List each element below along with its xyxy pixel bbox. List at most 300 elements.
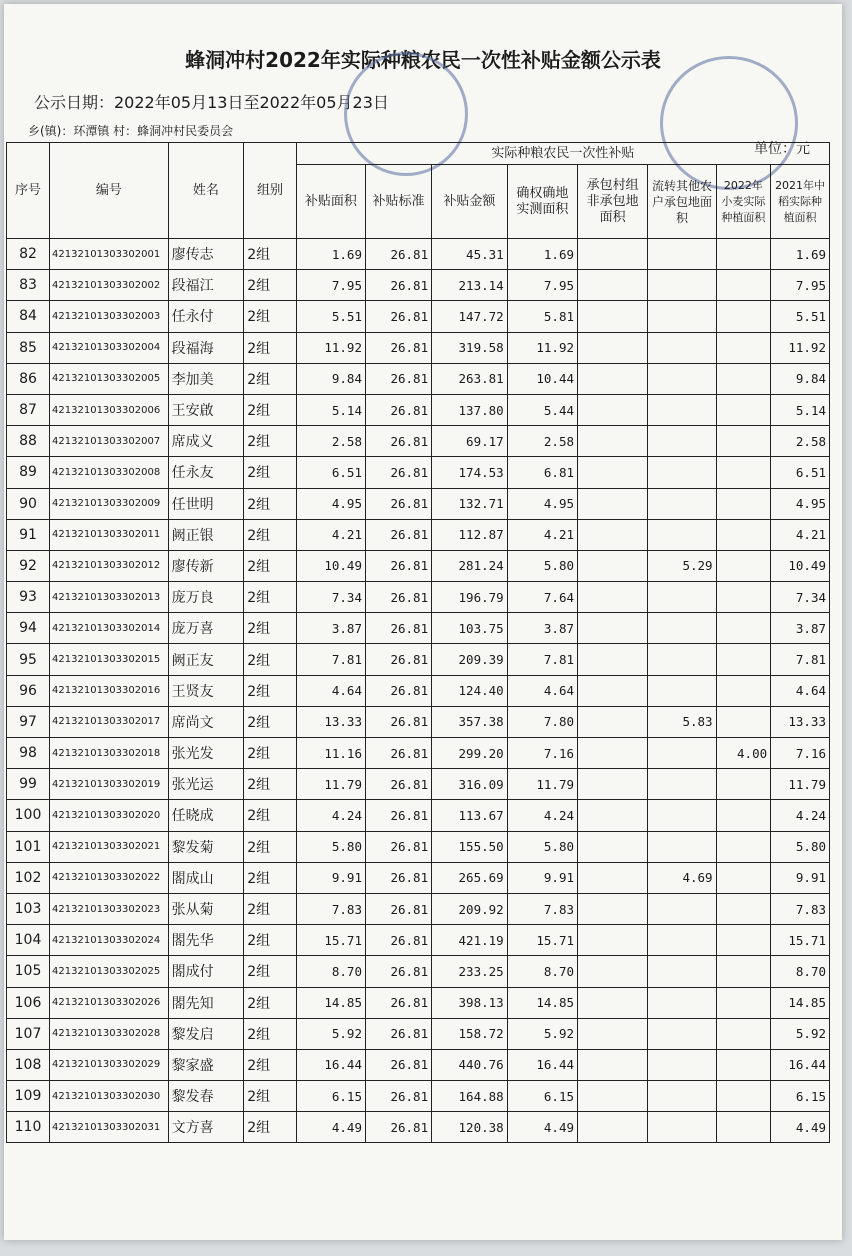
header-name: 姓名 <box>168 143 244 239</box>
cell-confirmed-area: 5.81 <box>507 301 577 332</box>
cell-rice-2021: 7.95 <box>771 270 830 301</box>
cell-seq: 109 <box>7 1081 50 1112</box>
cell-seq: 90 <box>7 488 50 519</box>
cell-code: 42132101303302020 <box>50 800 169 831</box>
cell-subsidy-area: 11.16 <box>296 738 365 769</box>
cell-name: 黎发春 <box>168 1081 244 1112</box>
cell-rice-2021: 7.16 <box>771 738 830 769</box>
cell-rice-2021: 7.34 <box>771 582 830 613</box>
cell-wheat-2022 <box>716 332 771 363</box>
cell-seq: 95 <box>7 644 50 675</box>
cell-rice-2021: 7.81 <box>771 644 830 675</box>
cell-contract-land <box>578 644 648 675</box>
cell-rice-2021: 9.84 <box>771 363 830 394</box>
header-subsidy-amount: 补贴金额 <box>432 165 508 239</box>
cell-subsidy-standard: 26.81 <box>365 394 431 425</box>
cell-group: 2组 <box>244 457 296 488</box>
cell-subsidy-area: 6.51 <box>296 457 365 488</box>
cell-contract-land <box>578 457 648 488</box>
cell-subsidy-area: 15.71 <box>296 925 365 956</box>
cell-wheat-2022 <box>716 488 771 519</box>
cell-contract-land <box>578 1081 648 1112</box>
cell-group: 2组 <box>244 332 296 363</box>
cell-confirmed-area: 9.91 <box>507 862 577 893</box>
cell-name: 任晓成 <box>168 800 244 831</box>
cell-rice-2021: 4.95 <box>771 488 830 519</box>
table-row <box>7 738 830 769</box>
cell-contract-land <box>578 488 648 519</box>
cell-group: 2组 <box>244 925 296 956</box>
cell-name: 席尚文 <box>168 706 244 737</box>
table-row <box>7 644 830 675</box>
cell-confirmed-area: 8.70 <box>507 956 577 987</box>
table-row <box>7 1018 830 1049</box>
cell-code: 42132101303302006 <box>50 394 169 425</box>
cell-wheat-2022 <box>716 582 771 613</box>
cell-contract-land <box>578 706 648 737</box>
cell-confirmed-area: 10.44 <box>507 363 577 394</box>
cell-name: 閤先知 <box>168 987 244 1018</box>
cell-subsidy-amount: 265.69 <box>432 862 508 893</box>
cell-code: 42132101303302028 <box>50 1018 169 1049</box>
cell-contract-land <box>578 862 648 893</box>
cell-subsidy-standard: 26.81 <box>365 301 431 332</box>
cell-subsidy-amount: 421.19 <box>432 925 508 956</box>
cell-confirmed-area: 4.64 <box>507 675 577 706</box>
cell-rice-2021: 16.44 <box>771 1049 830 1080</box>
cell-group: 2组 <box>244 862 296 893</box>
cell-seq: 97 <box>7 706 50 737</box>
cell-code: 42132101303302019 <box>50 769 169 800</box>
cell-wheat-2022 <box>716 363 771 394</box>
table-row <box>7 363 830 394</box>
cell-subsidy-standard: 26.81 <box>365 239 431 270</box>
cell-subsidy-standard: 26.81 <box>365 582 431 613</box>
cell-confirmed-area: 1.69 <box>507 239 577 270</box>
cell-transfer-land <box>648 1081 716 1112</box>
cell-subsidy-standard: 26.81 <box>365 1112 431 1143</box>
cell-wheat-2022 <box>716 301 771 332</box>
cell-code: 42132101303302001 <box>50 239 169 270</box>
cell-confirmed-area: 5.80 <box>507 550 577 581</box>
cell-wheat-2022 <box>716 675 771 706</box>
cell-wheat-2022 <box>716 862 771 893</box>
cell-wheat-2022 <box>716 987 771 1018</box>
cell-subsidy-amount: 45.31 <box>432 239 508 270</box>
cell-group: 2组 <box>244 800 296 831</box>
cell-contract-land <box>578 893 648 924</box>
cell-subsidy-standard: 26.81 <box>365 488 431 519</box>
cell-code: 42132101303302030 <box>50 1081 169 1112</box>
cell-subsidy-amount: 196.79 <box>432 582 508 613</box>
cell-seq: 99 <box>7 769 50 800</box>
header-rice-2021: 2021年中稻实际种植面积 <box>771 165 830 239</box>
cell-rice-2021: 5.80 <box>771 831 830 862</box>
cell-subsidy-standard: 26.81 <box>365 332 431 363</box>
cell-subsidy-amount: 158.72 <box>432 1018 508 1049</box>
cell-subsidy-area: 7.81 <box>296 644 365 675</box>
cell-subsidy-amount: 209.39 <box>432 644 508 675</box>
cell-transfer-land <box>648 675 716 706</box>
cell-seq: 101 <box>7 831 50 862</box>
cell-group: 2组 <box>244 519 296 550</box>
cell-name: 任世明 <box>168 488 244 519</box>
table-row <box>7 426 830 457</box>
cell-subsidy-amount: 103.75 <box>432 613 508 644</box>
cell-transfer-land <box>648 394 716 425</box>
cell-contract-land <box>578 1018 648 1049</box>
cell-name: 段福海 <box>168 332 244 363</box>
cell-code: 42132101303302012 <box>50 550 169 581</box>
cell-wheat-2022 <box>716 706 771 737</box>
header-group: 组别 <box>244 143 296 239</box>
cell-group: 2组 <box>244 1018 296 1049</box>
cell-wheat-2022 <box>716 457 771 488</box>
cell-rice-2021: 6.51 <box>771 457 830 488</box>
cell-transfer-land <box>648 301 716 332</box>
cell-subsidy-amount: 112.87 <box>432 519 508 550</box>
table-row <box>7 956 830 987</box>
cell-wheat-2022 <box>716 925 771 956</box>
cell-name: 閤先华 <box>168 925 244 956</box>
cell-rice-2021: 14.85 <box>771 987 830 1018</box>
cell-seq: 93 <box>7 582 50 613</box>
cell-group: 2组 <box>244 550 296 581</box>
cell-confirmed-area: 4.21 <box>507 519 577 550</box>
cell-seq: 103 <box>7 893 50 924</box>
cell-confirmed-area: 7.83 <box>507 893 577 924</box>
cell-name: 黎家盛 <box>168 1049 244 1080</box>
cell-rice-2021: 4.21 <box>771 519 830 550</box>
cell-transfer-land <box>648 613 716 644</box>
cell-contract-land <box>578 769 648 800</box>
cell-group: 2组 <box>244 831 296 862</box>
cell-group: 2组 <box>244 738 296 769</box>
cell-subsidy-area: 14.85 <box>296 987 365 1018</box>
cell-code: 42132101303302007 <box>50 426 169 457</box>
header-contract-land: 承包村组非承包地面积 <box>578 165 648 239</box>
cell-subsidy-standard: 26.81 <box>365 800 431 831</box>
cell-transfer-land <box>648 332 716 363</box>
table-row <box>7 893 830 924</box>
cell-code: 42132101303302002 <box>50 270 169 301</box>
cell-wheat-2022 <box>716 550 771 581</box>
cell-name: 廖传新 <box>168 550 244 581</box>
cell-rice-2021: 9.91 <box>771 862 830 893</box>
table-row <box>7 488 830 519</box>
cell-subsidy-area: 3.87 <box>296 613 365 644</box>
cell-name: 任永付 <box>168 301 244 332</box>
cell-subsidy-amount: 319.58 <box>432 332 508 363</box>
header-confirmed-area: 确权确地实测面积 <box>507 165 577 239</box>
table-row <box>7 301 830 332</box>
cell-transfer-land <box>648 363 716 394</box>
cell-group: 2组 <box>244 301 296 332</box>
cell-subsidy-amount: 174.53 <box>432 457 508 488</box>
table-body <box>7 239 830 1143</box>
cell-seq: 96 <box>7 675 50 706</box>
table-row <box>7 613 830 644</box>
cell-subsidy-area: 7.83 <box>296 893 365 924</box>
cell-subsidy-area: 11.92 <box>296 332 365 363</box>
township-info: 乡(镇)：环潭镇 村：蜂洞冲村民委员会 <box>28 124 234 138</box>
cell-confirmed-area: 3.87 <box>507 613 577 644</box>
cell-confirmed-area: 15.71 <box>507 925 577 956</box>
cell-name: 阙正银 <box>168 519 244 550</box>
cell-subsidy-standard: 26.81 <box>365 1049 431 1080</box>
cell-confirmed-area: 6.81 <box>507 457 577 488</box>
cell-transfer-land <box>648 426 716 457</box>
cell-contract-land <box>578 270 648 301</box>
cell-subsidy-area: 4.21 <box>296 519 365 550</box>
cell-subsidy-standard: 26.81 <box>365 925 431 956</box>
cell-name: 庞万良 <box>168 582 244 613</box>
cell-seq: 84 <box>7 301 50 332</box>
cell-confirmed-area: 4.49 <box>507 1112 577 1143</box>
cell-group: 2组 <box>244 239 296 270</box>
cell-group: 2组 <box>244 893 296 924</box>
cell-rice-2021: 6.15 <box>771 1081 830 1112</box>
cell-rice-2021: 4.24 <box>771 800 830 831</box>
cell-seq: 110 <box>7 1112 50 1143</box>
cell-subsidy-amount: 120.38 <box>432 1112 508 1143</box>
cell-subsidy-area: 8.70 <box>296 956 365 987</box>
cell-seq: 105 <box>7 956 50 987</box>
cell-subsidy-standard: 26.81 <box>365 862 431 893</box>
cell-confirmed-area: 7.80 <box>507 706 577 737</box>
cell-confirmed-area: 7.16 <box>507 738 577 769</box>
cell-wheat-2022 <box>716 831 771 862</box>
cell-contract-land <box>578 987 648 1018</box>
cell-transfer-land <box>648 239 716 270</box>
cell-name: 庞万喜 <box>168 613 244 644</box>
cell-contract-land <box>578 675 648 706</box>
cell-seq: 88 <box>7 426 50 457</box>
cell-name: 段福江 <box>168 270 244 301</box>
cell-subsidy-amount: 69.17 <box>432 426 508 457</box>
cell-name: 閤成山 <box>168 862 244 893</box>
table-row <box>7 706 830 737</box>
cell-transfer-land <box>648 956 716 987</box>
cell-transfer-land <box>648 488 716 519</box>
cell-subsidy-standard: 26.81 <box>365 1018 431 1049</box>
cell-transfer-land: 4.69 <box>648 862 716 893</box>
cell-confirmed-area: 16.44 <box>507 1049 577 1080</box>
cell-code: 42132101303302024 <box>50 925 169 956</box>
cell-subsidy-amount: 124.40 <box>432 675 508 706</box>
cell-group: 2组 <box>244 488 296 519</box>
cell-name: 黎发启 <box>168 1018 244 1049</box>
cell-subsidy-area: 5.80 <box>296 831 365 862</box>
cell-confirmed-area: 6.15 <box>507 1081 577 1112</box>
unit-label: 单位：元 <box>754 141 810 157</box>
cell-contract-land <box>578 301 648 332</box>
table-row <box>7 332 830 363</box>
cell-seq: 106 <box>7 987 50 1018</box>
cell-subsidy-area: 9.84 <box>296 363 365 394</box>
cell-wheat-2022 <box>716 644 771 675</box>
header-wheat-2022: 2022年小麦实际种植面积 <box>716 165 771 239</box>
cell-transfer-land <box>648 1112 716 1143</box>
cell-name: 廖传志 <box>168 239 244 270</box>
cell-group: 2组 <box>244 644 296 675</box>
cell-subsidy-standard: 26.81 <box>365 270 431 301</box>
cell-wheat-2022 <box>716 1018 771 1049</box>
table-row <box>7 457 830 488</box>
cell-wheat-2022 <box>716 426 771 457</box>
cell-seq: 107 <box>7 1018 50 1049</box>
cell-wheat-2022 <box>716 270 771 301</box>
cell-rice-2021: 2.58 <box>771 426 830 457</box>
cell-subsidy-standard: 26.81 <box>365 893 431 924</box>
cell-code: 42132101303302013 <box>50 582 169 613</box>
cell-subsidy-standard: 26.81 <box>365 363 431 394</box>
cell-transfer-land <box>648 925 716 956</box>
cell-rice-2021: 1.69 <box>771 239 830 270</box>
cell-group: 2组 <box>244 1081 296 1112</box>
cell-code: 42132101303302005 <box>50 363 169 394</box>
cell-seq: 100 <box>7 800 50 831</box>
cell-rice-2021: 11.92 <box>771 332 830 363</box>
cell-subsidy-area: 16.44 <box>296 1049 365 1080</box>
cell-contract-land <box>578 363 648 394</box>
cell-subsidy-amount: 213.14 <box>432 270 508 301</box>
table-row <box>7 270 830 301</box>
cell-wheat-2022 <box>716 956 771 987</box>
cell-wheat-2022 <box>716 239 771 270</box>
cell-group: 2组 <box>244 1049 296 1080</box>
cell-transfer-land <box>648 270 716 301</box>
cell-group: 2组 <box>244 956 296 987</box>
cell-confirmed-area: 14.85 <box>507 987 577 1018</box>
cell-transfer-land <box>648 1049 716 1080</box>
cell-rice-2021: 8.70 <box>771 956 830 987</box>
cell-name: 阙正友 <box>168 644 244 675</box>
cell-subsidy-amount: 113.67 <box>432 800 508 831</box>
table-row <box>7 925 830 956</box>
table-row <box>7 987 830 1018</box>
cell-wheat-2022: 4.00 <box>716 738 771 769</box>
document-page <box>4 4 842 1240</box>
header-code: 编号 <box>50 143 169 239</box>
cell-name: 任永友 <box>168 457 244 488</box>
cell-seq: 98 <box>7 738 50 769</box>
cell-rice-2021: 13.33 <box>771 706 830 737</box>
cell-subsidy-amount: 164.88 <box>432 1081 508 1112</box>
cell-name: 张从菊 <box>168 893 244 924</box>
cell-rice-2021: 15.71 <box>771 925 830 956</box>
cell-group: 2组 <box>244 613 296 644</box>
cell-seq: 102 <box>7 862 50 893</box>
cell-subsidy-standard: 26.81 <box>365 1081 431 1112</box>
cell-contract-land <box>578 1049 648 1080</box>
cell-subsidy-amount: 233.25 <box>432 956 508 987</box>
cell-group: 2组 <box>244 675 296 706</box>
cell-subsidy-standard: 26.81 <box>365 457 431 488</box>
cell-subsidy-amount: 299.20 <box>432 738 508 769</box>
page-title: 蜂洞冲村2022年实际种粮农民一次性补贴金额公示表 <box>185 48 661 72</box>
cell-subsidy-amount: 137.80 <box>432 394 508 425</box>
cell-code: 42132101303302011 <box>50 519 169 550</box>
table-row <box>7 831 830 862</box>
table-row <box>7 1112 830 1143</box>
header-seq: 序号 <box>7 143 50 239</box>
cell-confirmed-area: 4.24 <box>507 800 577 831</box>
cell-code: 42132101303302016 <box>50 675 169 706</box>
cell-rice-2021: 10.49 <box>771 550 830 581</box>
cell-transfer-land <box>648 769 716 800</box>
header-subsidy-group: 实际种粮农民一次性补贴 <box>296 143 829 165</box>
cell-subsidy-standard: 26.81 <box>365 706 431 737</box>
cell-name: 文方喜 <box>168 1112 244 1143</box>
cell-subsidy-amount: 398.13 <box>432 987 508 1018</box>
cell-name: 张光发 <box>168 738 244 769</box>
cell-code: 42132101303302031 <box>50 1112 169 1143</box>
cell-rice-2021: 5.92 <box>771 1018 830 1049</box>
cell-contract-land <box>578 394 648 425</box>
cell-subsidy-area: 7.34 <box>296 582 365 613</box>
header-subsidy-area: 补贴面积 <box>296 165 365 239</box>
cell-contract-land <box>578 1112 648 1143</box>
cell-subsidy-amount: 263.81 <box>432 363 508 394</box>
table-row <box>7 519 830 550</box>
cell-code: 42132101303302018 <box>50 738 169 769</box>
cell-code: 42132101303302009 <box>50 488 169 519</box>
cell-group: 2组 <box>244 1112 296 1143</box>
cell-code: 42132101303302014 <box>50 613 169 644</box>
cell-confirmed-area: 5.80 <box>507 831 577 862</box>
cell-subsidy-standard: 26.81 <box>365 987 431 1018</box>
table-row <box>7 675 830 706</box>
cell-subsidy-standard: 26.81 <box>365 613 431 644</box>
cell-seq: 82 <box>7 239 50 270</box>
header-subsidy-standard: 补贴标准 <box>365 165 431 239</box>
cell-wheat-2022 <box>716 1081 771 1112</box>
cell-transfer-land <box>648 582 716 613</box>
cell-wheat-2022 <box>716 769 771 800</box>
header-transfer-land: 流转其他农户承包地面积 <box>648 165 716 239</box>
cell-subsidy-area: 4.95 <box>296 488 365 519</box>
cell-rice-2021: 3.87 <box>771 613 830 644</box>
cell-rice-2021: 4.64 <box>771 675 830 706</box>
cell-code: 42132101303302023 <box>50 893 169 924</box>
cell-subsidy-amount: 147.72 <box>432 301 508 332</box>
table-row <box>7 1049 830 1080</box>
cell-transfer-land <box>648 1018 716 1049</box>
cell-transfer-land <box>648 644 716 675</box>
cell-confirmed-area: 11.92 <box>507 332 577 363</box>
cell-group: 2组 <box>244 426 296 457</box>
cell-subsidy-amount: 281.24 <box>432 550 508 581</box>
cell-group: 2组 <box>244 363 296 394</box>
cell-confirmed-area: 4.95 <box>507 488 577 519</box>
subsidy-table <box>6 142 830 1143</box>
cell-contract-land <box>578 519 648 550</box>
cell-contract-land <box>578 582 648 613</box>
cell-name: 席成义 <box>168 426 244 457</box>
cell-contract-land <box>578 831 648 862</box>
cell-code: 42132101303302025 <box>50 956 169 987</box>
table-row <box>7 239 830 270</box>
cell-contract-land <box>578 550 648 581</box>
cell-subsidy-area: 2.58 <box>296 426 365 457</box>
cell-rice-2021: 7.83 <box>771 893 830 924</box>
cell-seq: 108 <box>7 1049 50 1080</box>
cell-rice-2021: 4.49 <box>771 1112 830 1143</box>
cell-seq: 91 <box>7 519 50 550</box>
cell-rice-2021: 11.79 <box>771 769 830 800</box>
cell-subsidy-area: 4.24 <box>296 800 365 831</box>
